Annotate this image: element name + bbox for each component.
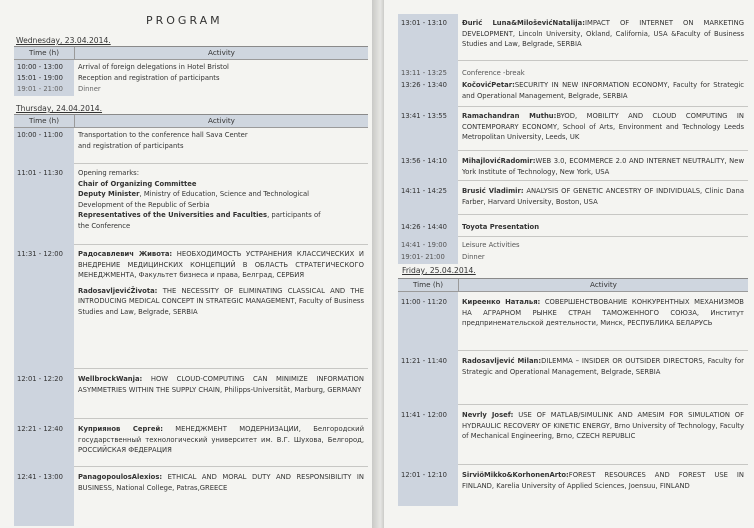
table-row: 10:00 - 11:00 Transportation to the conference hall Sava Center and registration of participants [17, 131, 248, 150]
date-thursday: Thursday, 24.04.2014. [16, 104, 103, 113]
table-row: 10:00 - 13:00 Arrival of foreign delegations in Hotel Bristol [17, 63, 229, 71]
activity-header: Activity [208, 48, 235, 57]
schedule-table-thursday [14, 114, 368, 525]
time-header: Time (h) [14, 47, 75, 59]
left-page [0, 0, 374, 528]
date-wednesday: Wednesday, 23.04.2014. [16, 36, 111, 45]
table-header [14, 47, 368, 60]
activity-header: Activity [208, 116, 235, 125]
table-row: 13:01 - 13:10 Đurić Luna&MiloševićNatalija:IMPACT OF INTERNET ON MARKETING DEVELOPMENT, Lincoln University, Okland, California, USA &Faculty of Business Studies and Law, Belgrade, SERBIA [401, 19, 744, 49]
schedule-table-wednesday [14, 46, 368, 96]
right-page [384, 0, 754, 528]
table-row: 19:01- 21:00 Dinner [401, 253, 485, 261]
table-row: 15:01 - 19:00 Reception and registration of participants [17, 74, 220, 82]
table-row: 12:41 - 13:00 PanagopoulosAlexios: ETHICAL AND MORAL DUTY AND RESPONSIBILITY IN BUSINESS, National College, Patras,GREECE [17, 473, 364, 492]
table-row: 12:01 - 12:20 WellbrockWanja: HOW CLOUD-COMPUTING CAN MINIMIZE INFORMATION ASYMMETRIES WITHIN THE SUPPLY CHAIN, Philipps-Universität, Marburg, GERMANY [17, 375, 364, 394]
table-header [398, 279, 748, 292]
schedule-table-friday [398, 278, 748, 505]
table-row: 13:56 - 14:10 MihajlovićRadomir:WEB 3.0, ECOMMERCE 2.0 AND INTERNET NEUTRALITY, New York Institute of Technology, New York, USA [401, 157, 744, 176]
table-row: 11:21 - 11:40 Radosavljević Milan:DILEMMA – INSIDER OR OUTSIDER DIRECTORS, Faculty for Strategic and Operational Management, Belgrade, SERBIA [401, 357, 744, 376]
table-header [14, 115, 368, 128]
table-row: 12:21 - 12:40 Куприянов Сергей: МЕНЕДЖМЕНТ МОДЕРНИЗАЦИИ, Белгородский государственный технологический университет им. В.Г. Шухова, Белгород, РОССИЙСКАЯ ФЕДЕРАЦИЯ [17, 425, 365, 455]
table-row: 14:41 - 19:00 Leisure Activities [401, 241, 520, 249]
table-row: 13:26 - 13:40 KočovićPetar:SECURITY IN NEW INFORMATION ECONOMY, Faculty for Strategic and Operational Management, Belgrade, SERBIA [401, 81, 744, 100]
table-row: 11:01 - 11:30 Opening remarks: Chair of Organizing Committee Deputy Minister, Ministry of Education, Science and Technological Development of the Republic of Serbia Representatives of the Universities and Faculties, participants of the Conference [17, 169, 321, 230]
program-title: PROGRAM [146, 14, 223, 27]
table-row: 19:01 - 21:00 Dinner [17, 85, 101, 93]
activity-header: Activity [590, 280, 617, 289]
table-row: 11:31 - 12:00 Радосавлевич Живота: НЕОБХОДИМОСТЬ УСТРАНЕНИЯ КЛАССИЧЕСКИХ И ВНЕДРЕНИЕ МЕДИЦИНСКИХ КОНЦЕПЦИЙ В ОБЛАСТЬ СТРАТЕГИЧЕСКОГО МЕНЕДЖМЕНТА, Факультет бизнеса и права, Белград, СЕРБИЯ RadosavljevićŽivota: THE NECESSITY OF ELIMINATING CLASSICAL AND THE INTRODUCING MEDICAL CONCEPT IN STRATEGIC MANAGEMENT, Faculty of Business Studies and Law, Belgrade, SERBIA [17, 250, 364, 316]
table-row: 13:11 - 13:25 Conference -break [401, 69, 525, 77]
table-row: 13:41 - 13:55 Ramachandran Muthu:BYOD, MOBILITY AND CLOUD COMPUTING IN CONTEMPORARY ECONOMY, School of Arts, Environment and Technology Leeds Metropolitan University, Leeds, UK [401, 112, 744, 142]
table-row: 11:00 - 11:20 Киреенко Наталья: СОВЕРШЕНСТВОВАНИЕ КОНКУРЕНТНЫХ МЕХАНИЗМОВ НА АГРАРНОМ РЫНКЕ СТРАН ТАМОЖЕННОГО СОЮЗА, Институт предпринемательской деятельности, Минск, РЕСПУБЛИКА БЕЛАРУСЬ [401, 298, 744, 328]
table-row: 14:26 - 14:40 Toyota Presentation [401, 223, 540, 231]
table-row: 12:01 - 12:10 SirviöMikko&KorhonenArto:FOREST RESOURCES AND FOREST USE IN FINLAND, Karelia University of Applied Sciences, Joensuu, FINLAND [401, 471, 744, 490]
schedule-table-thursday-cont [398, 14, 748, 264]
table-row: 14:11 - 14:25 Brusić Vladimir: ANALYSIS OF GENETIC ANCESTRY OF INDIVIDUALS, Clinic Dana Farber, Harvard University, Boston, USA [401, 187, 744, 206]
time-header: Time (h) [398, 279, 459, 291]
date-friday: Friday, 25.04.2014. [402, 266, 476, 275]
table-row: 11:41 - 12:00 Nevrly Josef: USE OF MATLAB/SIMULINK AND AMESIM FOR SIMULATION OF HYDRAULIC RECOVERY OF KINETIC ENERGY, Brno University of Technology, Faculty of Mechanical Engineering, Brno, CZECH REPUBLIC [401, 411, 744, 441]
time-header: Time (h) [14, 115, 75, 127]
